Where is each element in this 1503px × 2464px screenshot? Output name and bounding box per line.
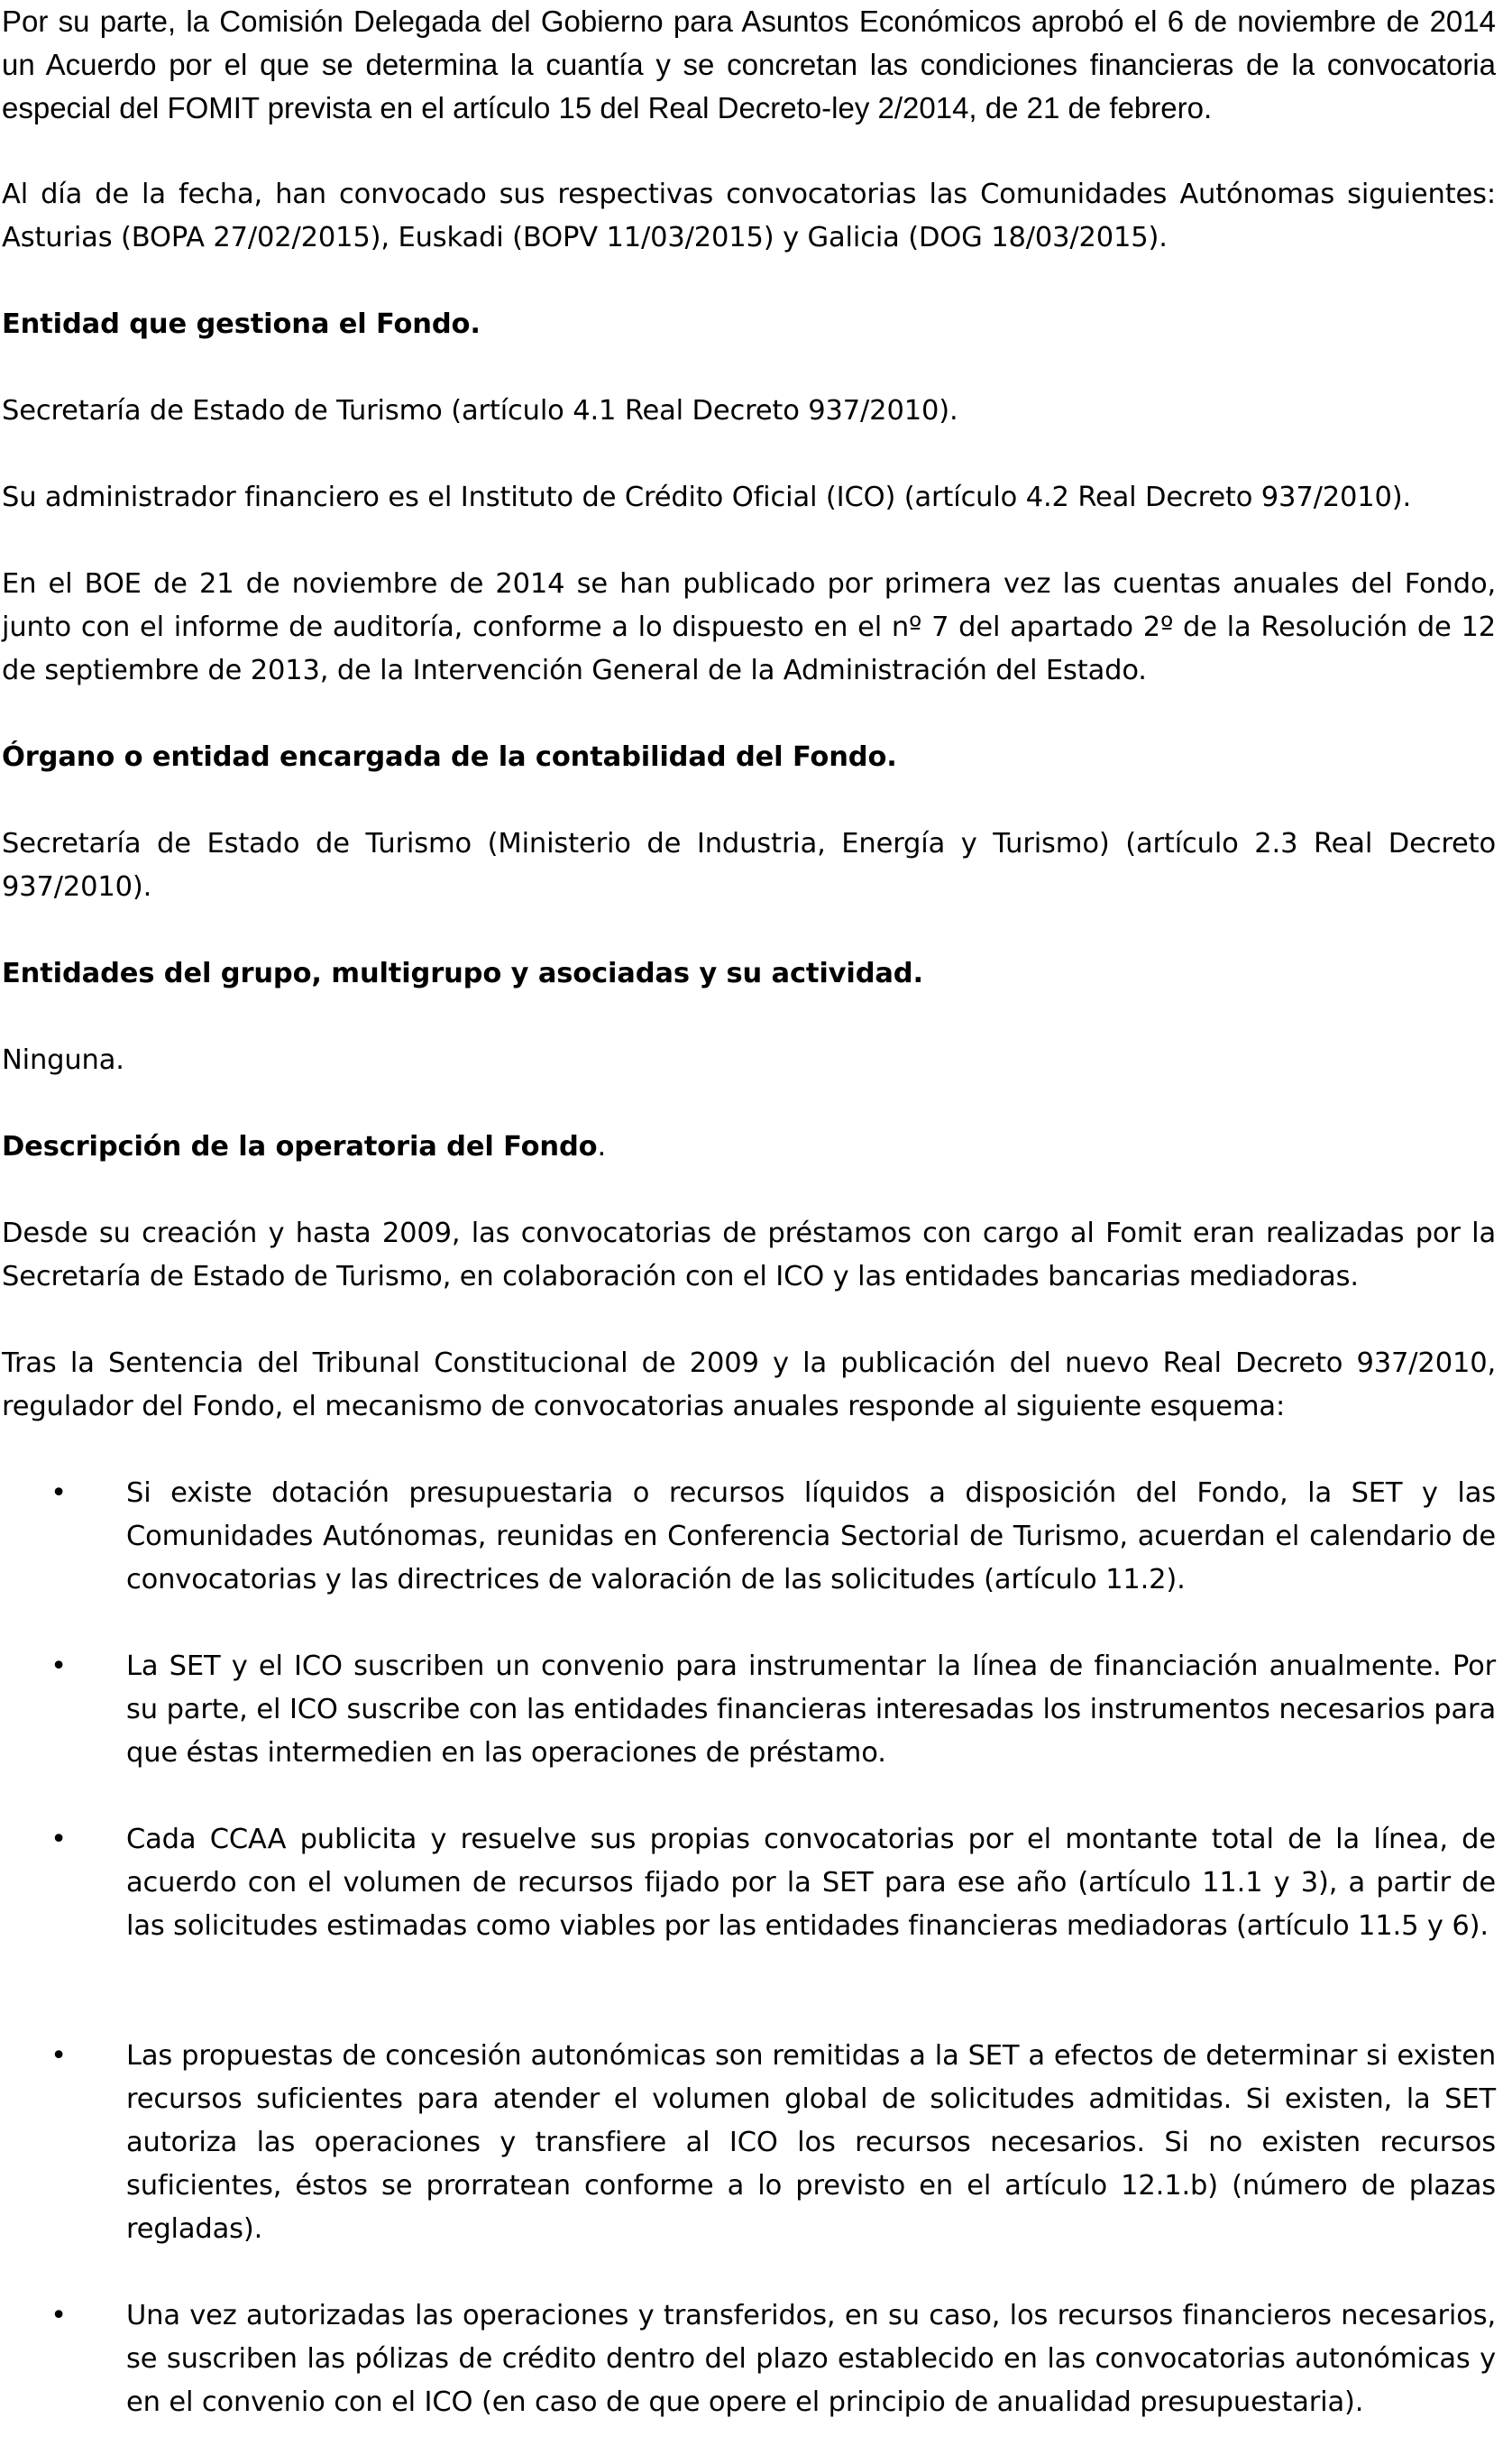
paragraph-history: Desde su creación y hasta 2009, las convocatorias de préstamos con cargo al Fomit eran realizadas por la Secretaría de Estado de Turismo, en colaboración con el ICO y las entidades bancarias mediadoras.	[2, 1218, 1496, 1292]
heading-group-entities: Entidades del grupo, multigrupo y asociadas y su actividad.	[2, 958, 923, 989]
bullet-icon: •	[50, 2300, 67, 2331]
bullet-icon: •	[50, 1824, 67, 1855]
bullet-icon: •	[50, 1650, 67, 1682]
paragraph-fomit-agreement	[2, 0, 1496, 130]
paragraph-text: Al día de la fecha, han convocado sus respectivas convocatorias las Comunidades Autónomas siguientes: Asturias (BOPA 27/02/2015), Euskadi (BOPV 11/03/2015) y Galicia (DOG 18/03/2015).	[2, 179, 1496, 253]
heading-accounting-entity: Órgano o entidad encargada de la contabilidad del Fondo.	[2, 741, 897, 773]
paragraph-autonomous-communities	[2, 173, 1496, 260]
heading-managing-entity: Entidad que gestiona el Fondo.	[2, 308, 481, 340]
paragraph-financial-administrator: Su administrador financiero es el Instituto de Crédito Oficial (ICO) (artículo 4.2 Real Decreto 937/2010).	[2, 482, 1412, 513]
paragraph-secretariat: Secretaría de Estado de Turismo (artículo 4.1 Real Decreto 937/2010).	[2, 395, 958, 427]
list-item-text: Cada CCAA publicita y resuelve sus propias convocatorias por el montante total de la línea, de acuerdo con el volumen de recursos fijado por la SET para ese año (artículo 11.1 y 3), a partir de las solicitudes estimadas como viables por las entidades financieras mediadoras (artículo 11.5 y 6).	[126, 1824, 1496, 1942]
paragraph-boe-accounts: En el BOE de 21 de noviembre de 2014 se han publicado por primera vez las cuentas anuales del Fondo, junto con el informe de auditoría, conforme a lo dispuesto en el nº 7 del apartado 2º de la Resolución de 12 de septiembre de 2013, de la Intervención General de la Administración del Estado.	[2, 568, 1496, 686]
heading-text: Descripción de la operatoria del Fondo	[2, 1131, 598, 1163]
list-item-text: La SET y el ICO suscriben un convenio para instrumentar la línea de financiación anualmente. Por su parte, el ICO suscribe con las entidades financieras interesadas los instrumentos necesarios para que éstas intermedien en las operaciones de préstamo.	[126, 1650, 1496, 1769]
paragraph-none: Ninguna.	[2, 1044, 124, 1076]
bullet-icon: •	[50, 2040, 67, 2072]
heading-fund-operations	[2, 1126, 1496, 1169]
list-item-text: Una vez autorizadas las operaciones y transferidos, en su caso, los recursos financieros necesarios, se suscriben las pólizas de crédito dentro del plazo establecido en las convocatorias autonómicas y en el convenio con el ICO (en caso de que opere el principio de anualidad presupuestaria).	[126, 2300, 1496, 2418]
paragraph-ministry: Secretaría de Estado de Turismo (Ministerio de Industria, Energía y Turismo) (artículo 2.3 Real Decreto 937/2010).	[2, 828, 1496, 903]
heading-period: .	[597, 1131, 606, 1163]
list-item-text: Si existe dotación presupuestaria o recursos líquidos a disposición del Fondo, la SET y las Comunidades Autónomas, reunidas en Conferencia Sectorial de Turismo, acuerdan el calendario de convocatorias y las directrices de valoración de las solicitudes (artículo 11.2).	[126, 1477, 1496, 1595]
list-item-text: Las propuestas de concesión autonómicas son remitidas a la SET a efectos de determinar si existen recursos suficientes para atender el volumen global de solicitudes admitidas. Si existen, la SET autoriza las operaciones y transfiere al ICO los recursos necesarios. Si no existen recursos suficientes, éstos se prorratean conforme a lo previsto en el artículo 12.1.b) (número de plazas regladas).	[126, 2040, 1496, 2245]
paragraph-mechanism: Tras la Sentencia del Tribunal Constitucional de 2009 y la publicación del nuevo Real Decreto 937/2010, regulador del Fondo, el mecanismo de convocatorias anuales responde al siguiente esquema:	[2, 1347, 1496, 1422]
bullet-icon: •	[50, 1477, 67, 1509]
paragraph-text: Por su parte, la Comisión Delegada del Gobierno para Asuntos Económicos aprobó el 6 de noviembre de 2014 un Acuerdo por el que se determina la cuantía y se concretan las condiciones financieras de la convocatoria especial del FOMIT prevista en el artículo 15 del Real Decreto-ley 2/2014, de 21 de febrero.	[2, 5, 1496, 124]
